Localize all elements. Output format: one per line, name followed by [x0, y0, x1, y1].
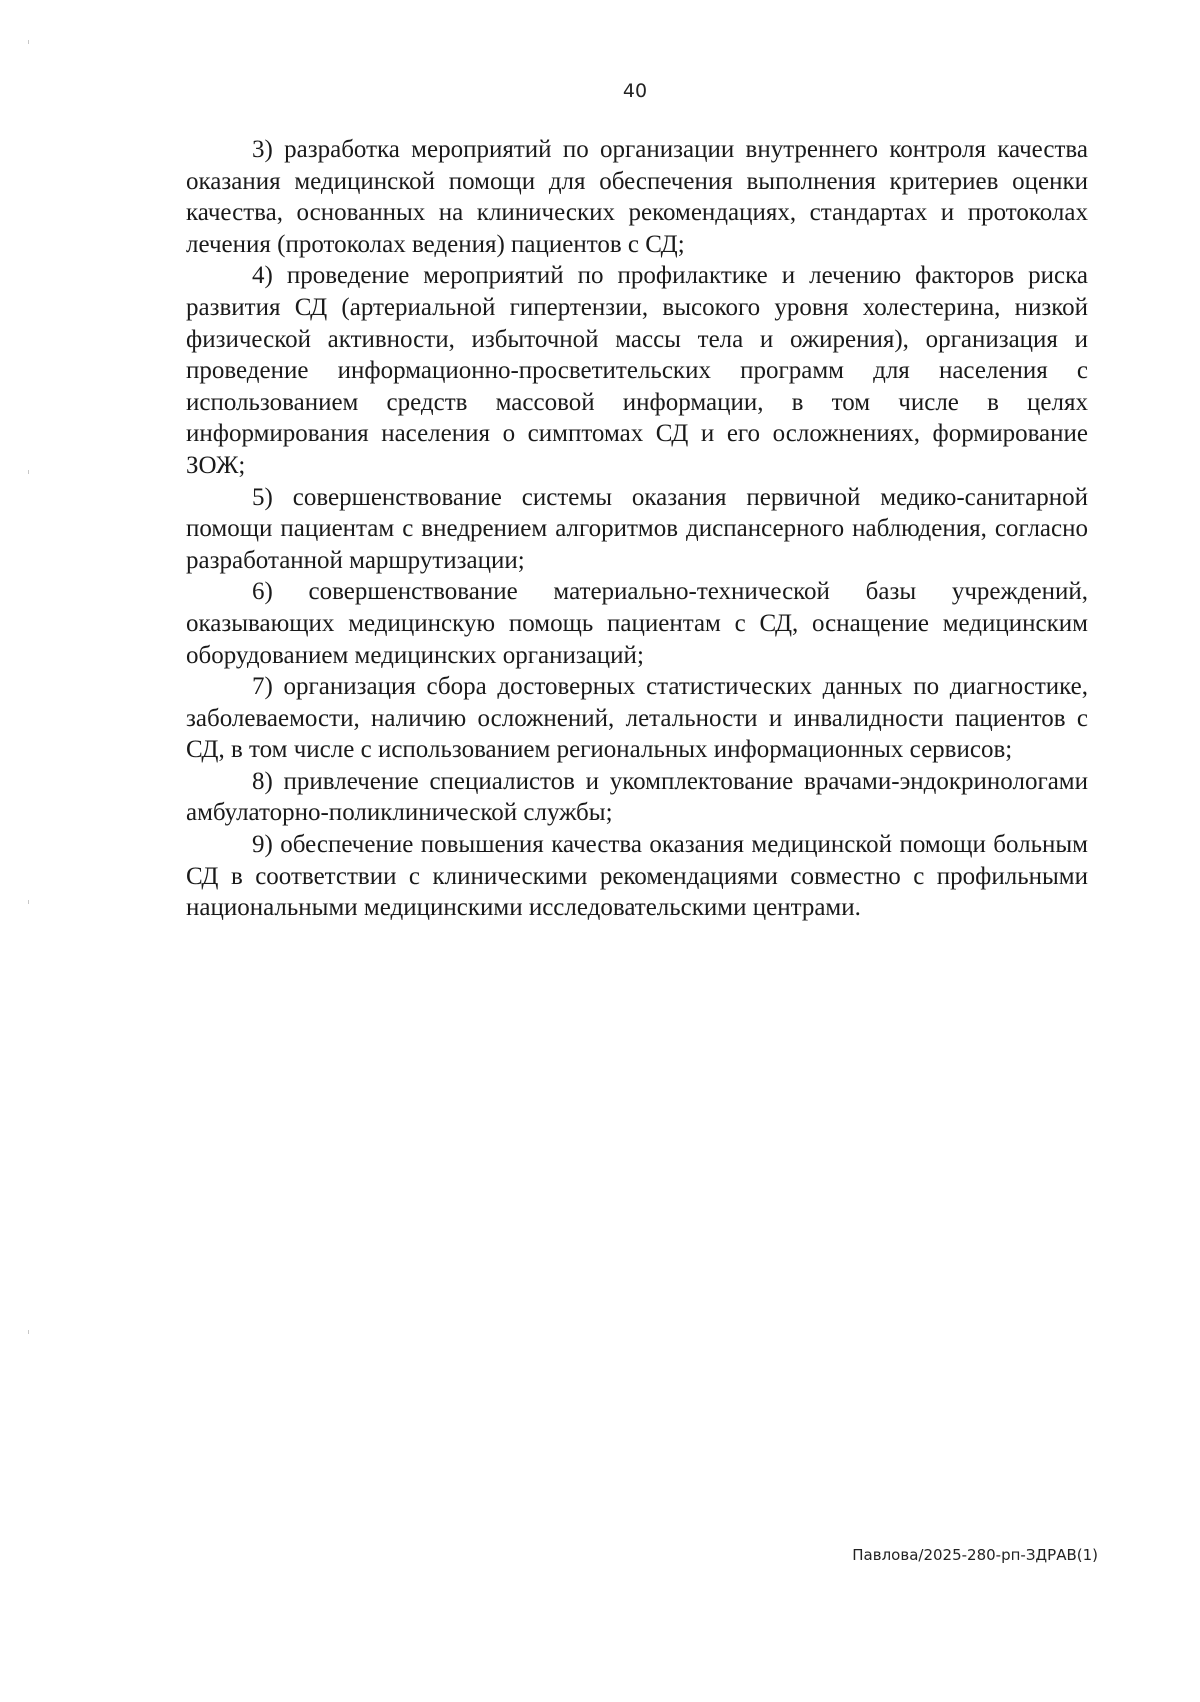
scan-edge-mark — [28, 900, 29, 904]
list-item: 7) организация сбора достоверных статистических данных по диагностике, заболеваемости, наличию осложнений, летальности и инвалидности пациентов с СД, в том числе с использованием региональных информационных сервисов; — [186, 673, 1088, 764]
list-item: 3) разработка мероприятий по организации внутреннего контроля качества оказания медицинской помощи для обеспечения выполнения критериев оценки качества, основанных на клинических рекомендациях, стандартах и протоколах лечения (протоколах ведения) пациентов с СД; — [186, 136, 1088, 258]
list-item: 8) привлечение специалистов и укомплектование врачами-эндокринологами амбулаторно-поликлинической службы; — [186, 767, 1088, 827]
scan-edge-mark — [28, 470, 29, 474]
document-footer-code: Павлова/2025-280-рп-ЗДРАВ(1) — [852, 1546, 1098, 1564]
scan-edge-mark — [28, 40, 29, 44]
list-item: 5) совершенствование системы оказания первичной медико-санитарной помощи пациентам с внедрением алгоритмов диспансерного наблюдения, согласно разработанной маршрутизации; — [186, 483, 1088, 574]
document-body — [186, 134, 1088, 924]
list-item: 6) совершенствование материально-технической базы учреждений, оказывающих медицинскую помощь пациентам с СД, оснащение медицинским оборудованием медицинских организаций; — [186, 578, 1088, 669]
scan-edge-mark — [28, 1330, 29, 1334]
page-number: 40 — [622, 80, 648, 102]
list-item: 9) обеспечение повышения качества оказания медицинской помощи больным СД в соответствии с клиническими рекомендациями совместно с профильными национальными медицинскими исследовательскими центрами. — [186, 831, 1088, 922]
list-item: 4) проведение мероприятий по профилактике и лечению факторов риска развития СД (артериальной гипертензии, высокого уровня холестерина, низкой физической активности, избыточной массы тела и ожирения), организация и проведение информационно-просветительских программ для населения с использованием средств массовой информации, в том числе в целях информирования населения о симптомах СД и его осложнениях, формирование ЗОЖ; — [186, 262, 1088, 479]
